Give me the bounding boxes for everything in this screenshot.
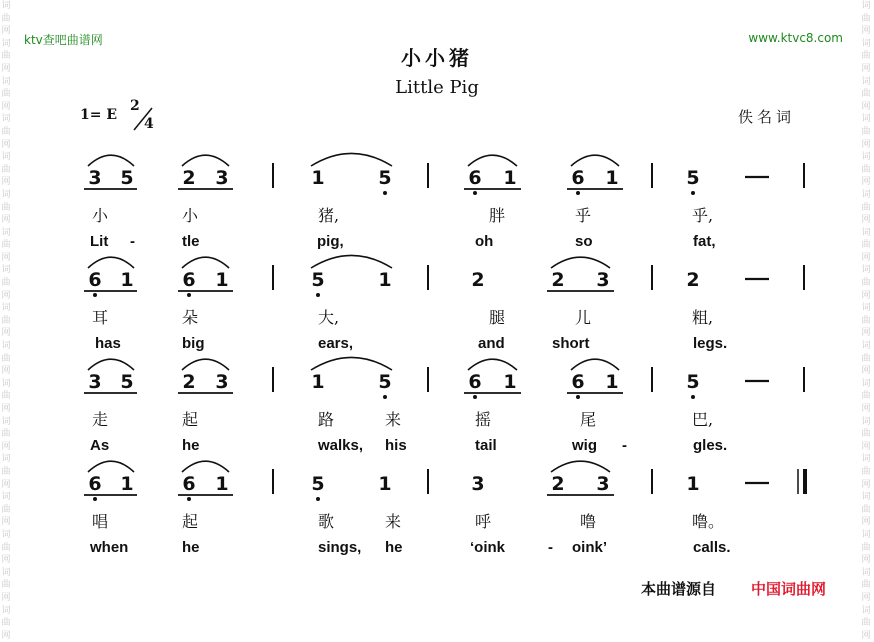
lyric-en: has bbox=[95, 335, 121, 352]
note-digit: 1 bbox=[378, 473, 392, 495]
lyric-zh: 小 bbox=[92, 206, 109, 225]
source-label: 本曲谱源自 bbox=[641, 580, 717, 598]
low-octave-dot bbox=[316, 293, 320, 297]
slur-arc bbox=[88, 155, 134, 166]
note-digit: 6 bbox=[468, 167, 482, 189]
slur-arc bbox=[468, 359, 517, 370]
lyric-zh: 起 bbox=[182, 512, 199, 531]
note-digit: 5 bbox=[311, 473, 325, 495]
lyric-en: he bbox=[385, 539, 403, 556]
lyric-en: short bbox=[552, 335, 590, 352]
slur-arc bbox=[468, 155, 517, 166]
low-octave-dot bbox=[383, 395, 387, 399]
slur-arc bbox=[311, 153, 392, 166]
source-site-link[interactable]: 中国词曲网 bbox=[751, 580, 827, 598]
note-digit: 1 bbox=[503, 371, 517, 393]
lyric-en: ears, bbox=[318, 335, 354, 352]
low-octave-dot bbox=[93, 293, 97, 297]
lyric-en: ‘oink bbox=[470, 539, 506, 556]
note-digit: 1 bbox=[215, 269, 229, 291]
note-digit: 3 bbox=[215, 371, 229, 393]
lyric-en: oink’ bbox=[572, 539, 608, 556]
lyric-zh: 歌 bbox=[318, 512, 335, 531]
lyric-zh: 巴, bbox=[692, 410, 714, 429]
note-digit: 2 bbox=[551, 269, 565, 291]
key-signature: 1= E bbox=[80, 107, 118, 123]
header-right-link[interactable]: www.ktvc8.com bbox=[748, 31, 843, 45]
note-digit: 5 bbox=[120, 167, 134, 189]
note-digit: 1 bbox=[120, 473, 134, 495]
note-digit: 5 bbox=[311, 269, 325, 291]
lyric-zh: 胖 bbox=[489, 206, 506, 225]
slur-arc bbox=[311, 357, 392, 370]
note-digit: 6 bbox=[182, 473, 196, 495]
lyric-zh: 唱 bbox=[92, 512, 109, 531]
low-octave-dot bbox=[187, 497, 191, 501]
lyric-zh: 来 bbox=[385, 410, 402, 429]
slur-arc bbox=[311, 255, 392, 268]
slur-arc bbox=[571, 155, 619, 166]
note-digit: 3 bbox=[596, 473, 610, 495]
slur-arc bbox=[551, 461, 610, 472]
lyric-en: he bbox=[182, 437, 200, 454]
note-digit: 1 bbox=[311, 167, 325, 189]
lyric-en: wig bbox=[572, 437, 597, 454]
time-signature-top: 2 bbox=[130, 98, 140, 114]
slur-arc bbox=[182, 155, 229, 166]
lyric-zh: 粗, bbox=[692, 308, 714, 327]
lyric-zh: 尾 bbox=[580, 410, 597, 429]
note-digit: 6 bbox=[182, 269, 196, 291]
lyric-en: so bbox=[575, 233, 593, 250]
lyric-en: tle bbox=[182, 233, 200, 250]
note-digit: 6 bbox=[88, 473, 102, 495]
note-digit: 5 bbox=[686, 167, 700, 189]
lyric-en: big bbox=[182, 335, 205, 352]
note-digit: 3 bbox=[88, 371, 102, 393]
lyric-en: his bbox=[385, 437, 407, 454]
lyric-en: tail bbox=[475, 437, 497, 454]
low-octave-dot bbox=[93, 497, 97, 501]
lyric-en: when bbox=[90, 539, 129, 556]
lyric-en: oh bbox=[475, 233, 494, 250]
note-digit: 5 bbox=[378, 371, 392, 393]
note-digit: 5 bbox=[120, 371, 134, 393]
lyric-zh: 噜。 bbox=[692, 512, 725, 531]
note-digit: 2 bbox=[686, 269, 700, 291]
lyric-en: sings, bbox=[318, 539, 362, 556]
lyric-zh: 呼 bbox=[475, 512, 492, 531]
lyric-zh: 乎 bbox=[575, 206, 592, 225]
lyric-zh: 乎, bbox=[692, 206, 714, 225]
note-digit: 1 bbox=[311, 371, 325, 393]
header-left-link[interactable]: ktv查吧曲谱网 bbox=[24, 33, 103, 47]
lyric-en: - bbox=[130, 233, 135, 250]
lyric-en: Lit bbox=[90, 233, 109, 250]
slur-arc bbox=[88, 359, 134, 370]
lyric-zh: 摇 bbox=[475, 410, 492, 429]
lyric-zh: 耳 bbox=[92, 308, 109, 327]
lyric-en: fat, bbox=[693, 233, 716, 250]
lyric-zh: 猪, bbox=[318, 206, 340, 225]
slur-arc bbox=[182, 359, 229, 370]
lyric-zh: 路 bbox=[318, 410, 335, 429]
note-digit: 5 bbox=[378, 167, 392, 189]
slur-arc bbox=[571, 359, 619, 370]
low-octave-dot bbox=[383, 191, 387, 195]
low-octave-dot bbox=[187, 293, 191, 297]
note-digit: 1 bbox=[605, 167, 619, 189]
lyric-zh: 小 bbox=[182, 206, 199, 225]
note-digit: 3 bbox=[471, 473, 485, 495]
lyric-zh: 大, bbox=[318, 308, 340, 327]
time-signature-bottom: 4 bbox=[144, 116, 154, 132]
note-digit: 6 bbox=[571, 371, 585, 393]
note-digit: 5 bbox=[686, 371, 700, 393]
slur-arc bbox=[182, 257, 229, 268]
lyric-en: - bbox=[548, 539, 553, 556]
note-digit: 2 bbox=[471, 269, 485, 291]
note-digit: 3 bbox=[215, 167, 229, 189]
note-digit: 3 bbox=[88, 167, 102, 189]
note-digit: 3 bbox=[596, 269, 610, 291]
low-octave-dot bbox=[473, 395, 477, 399]
title-en: Little Pig bbox=[395, 77, 479, 98]
lyric-en: legs. bbox=[693, 335, 728, 352]
watermark-right: 词曲网词曲网词曲网词曲网词曲网词曲网词曲网词曲网词曲网词曲网词曲网词曲网词曲网词曲网词曲网词曲网词曲网 bbox=[861, 1, 871, 641]
lyric-en: pig, bbox=[317, 233, 344, 250]
lyric-zh: 起 bbox=[182, 410, 199, 429]
low-octave-dot bbox=[691, 395, 695, 399]
note-digit: 1 bbox=[120, 269, 134, 291]
note-digit: 6 bbox=[571, 167, 585, 189]
lyric-en: he bbox=[182, 539, 200, 556]
lyric-en: gles. bbox=[693, 437, 728, 454]
slur-arc bbox=[182, 461, 229, 472]
note-digit: 1 bbox=[215, 473, 229, 495]
lyric-en: - bbox=[622, 437, 627, 454]
lyric-en: As bbox=[90, 437, 110, 454]
note-digit: 1 bbox=[686, 473, 700, 495]
note-digit: 1 bbox=[605, 371, 619, 393]
note-digit: 6 bbox=[88, 269, 102, 291]
low-octave-dot bbox=[576, 191, 580, 195]
lyricist-credit: 佚名词 bbox=[738, 108, 796, 126]
lyric-en: walks, bbox=[318, 437, 364, 454]
lyric-zh: 走 bbox=[92, 410, 109, 429]
note-digit: 2 bbox=[182, 167, 196, 189]
low-octave-dot bbox=[576, 395, 580, 399]
title-zh: 小小猪 bbox=[401, 46, 473, 70]
note-digit: 1 bbox=[378, 269, 392, 291]
lyric-en: calls. bbox=[693, 539, 731, 556]
lyric-zh: 噜 bbox=[580, 512, 597, 531]
watermark-left: 词曲网词曲网词曲网词曲网词曲网词曲网词曲网词曲网词曲网词曲网词曲网词曲网词曲网词曲网词曲网词曲网词曲网 bbox=[1, 1, 11, 641]
low-octave-dot bbox=[473, 191, 477, 195]
lyric-zh: 朵 bbox=[182, 308, 199, 327]
note-digit: 2 bbox=[182, 371, 196, 393]
lyric-zh: 腿 bbox=[489, 308, 506, 327]
slur-arc bbox=[551, 257, 610, 268]
low-octave-dot bbox=[691, 191, 695, 195]
low-octave-dot bbox=[316, 497, 320, 501]
lyric-en: and bbox=[478, 335, 505, 352]
note-digit: 6 bbox=[468, 371, 482, 393]
note-digit: 1 bbox=[503, 167, 517, 189]
lyric-zh: 儿 bbox=[575, 308, 592, 327]
lyric-zh: 来 bbox=[385, 512, 402, 531]
slur-arc bbox=[88, 257, 134, 268]
note-digit: 2 bbox=[551, 473, 565, 495]
slur-arc bbox=[88, 461, 134, 472]
